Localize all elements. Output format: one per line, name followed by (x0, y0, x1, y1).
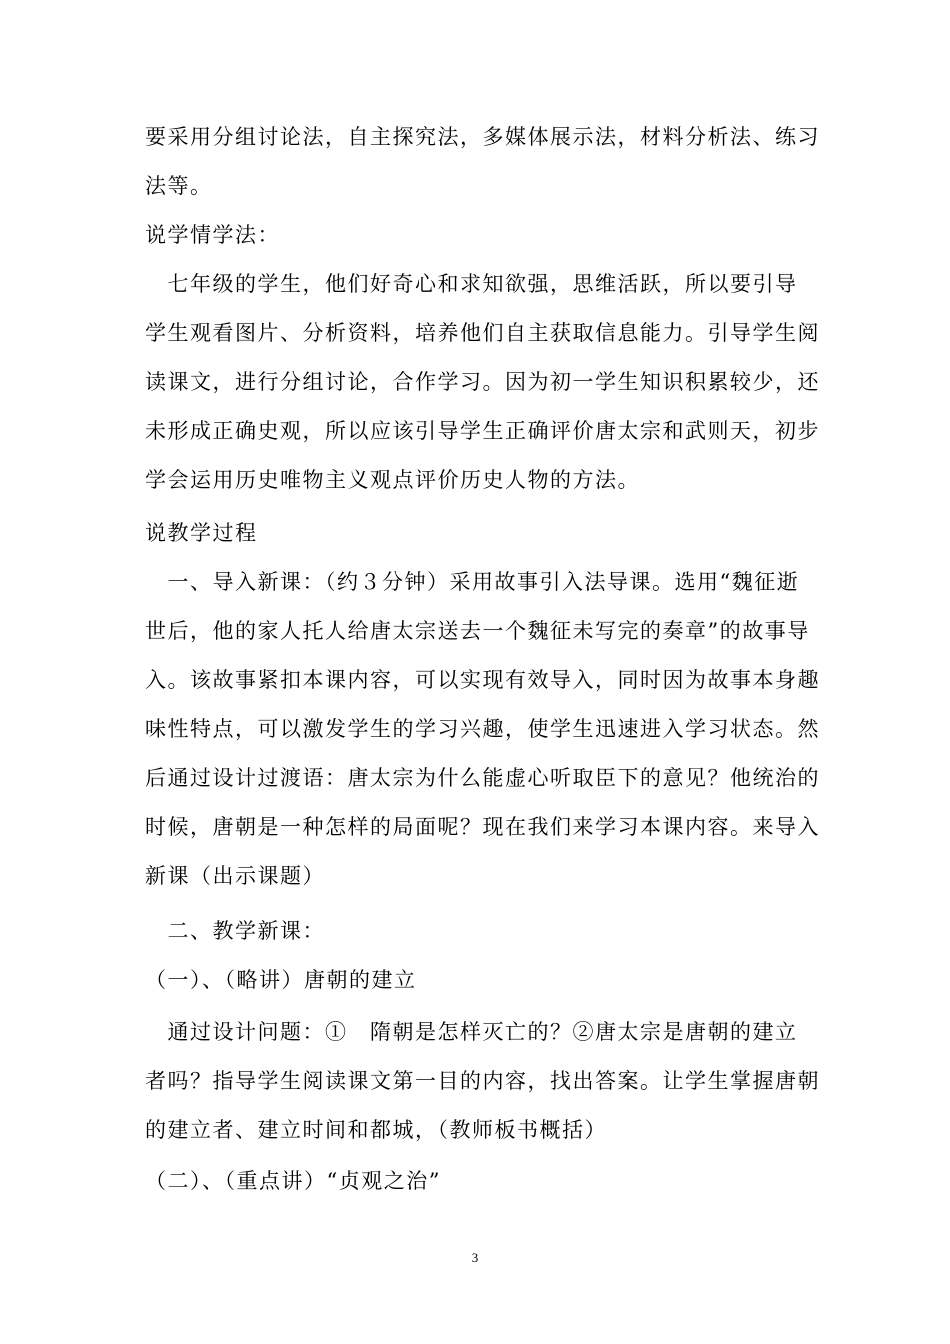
subsection-heading: （一）、（略讲）唐朝的建立 (145, 968, 417, 992)
subsection-heading: （二）、（重点讲）“贞观之治” (145, 1169, 441, 1193)
text-line: 一、导入新课：（约３分钟）采用故事引入法导课。选用“魏征逝 (145, 570, 800, 594)
text-line: 七年级的学生，他们好奇心和求知欲强，思维活跃，所以要引导 (145, 272, 798, 296)
text-line: 法等。 (145, 174, 213, 198)
text-line: 者吗？指导学生阅读课文第一目的内容，找出答案。让学生掌握唐朝 (145, 1069, 820, 1093)
text-line: 学生观看图片、分析资料，培养他们自主获取信息能力。引导学生阅 (145, 321, 820, 345)
section-heading: 二、教学新课： (145, 919, 325, 943)
text-line: 时候，唐朝是一种怎样的局面呢？现在我们来学习本课内容。来导入 (145, 815, 820, 839)
text-line: 新课（出示课题） (145, 864, 325, 888)
text-line: 学会运用历史唯物主义观点评价历史人物的方法。 (145, 468, 640, 492)
text-line: 味性特点，可以激发学生的学习兴趣，使学生迅速进入学习状态。然 (145, 717, 820, 741)
text-line: 读课文，进行分组讨论，合作学习。因为初一学生知识积累较少，还 (145, 370, 820, 394)
text-line: 通过设计问题：① 隋朝是怎样灭亡的？②唐太宗是唐朝的建立 (145, 1020, 798, 1044)
text-line: 世后，他的家人托人给唐太宗送去一个魏征未写完的奏章”的故事导 (145, 619, 810, 643)
text-line: 要采用分组讨论法，自主探究法，多媒体展示法，材料分析法、练习 (145, 125, 820, 149)
section-heading: 说教学过程 (145, 521, 258, 545)
text-line: 后通过设计过渡语：唐太宗为什么能虚心听取臣下的意见？他统治的 (145, 766, 820, 790)
text-line: 的建立者、建立时间和都城，（教师板书概括） (145, 1118, 607, 1142)
section-heading: 说学情学法： (145, 223, 280, 247)
text-line: 未形成正确史观，所以应该引导学生正确评价唐太宗和武则天，初步 (145, 419, 820, 443)
text-line: 入。该故事紧扣本课内容，可以实现有效导入，同时因为故事本身趣 (145, 668, 820, 692)
page-number: 3 (471, 1250, 479, 1265)
